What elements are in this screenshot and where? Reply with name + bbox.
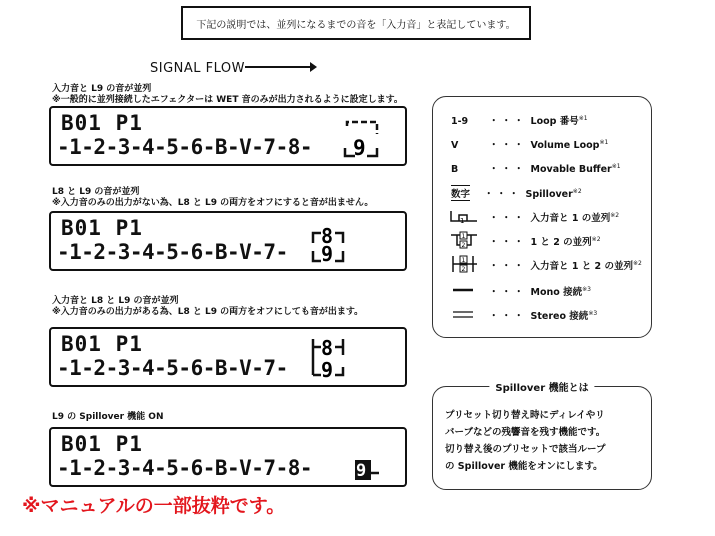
legend-box	[432, 96, 652, 338]
legend-row-parallel-input-1: ・・・ 入力音と 1 の並列$^{※2}$	[489, 211, 620, 224]
svg-text:8: 8	[321, 224, 334, 248]
legend-row-mono: ・・・ Mono 接続$^{※3}$	[489, 285, 591, 298]
parallel-1-2-icon	[449, 231, 479, 249]
top-note-box	[181, 6, 531, 40]
svg-text:1: 1	[461, 233, 466, 240]
lcd3-line2: -1-2-3-4-5-6-B-V-7-	[57, 356, 288, 380]
lcd4-line2: -1-2-3-4-5-6-B-V-7-8-	[57, 456, 313, 480]
lcd2-line1: B01 P1	[61, 216, 143, 240]
legend-row-parallel-1-2: ・・・ 1 と 2 の並列$^{※2}$	[489, 235, 601, 248]
parallel-input-1-icon	[449, 207, 479, 225]
spillover-9-icon	[353, 459, 381, 481]
legend-row-loop-number: 1-9 ・・・ Loop 番号$^{※1}$	[451, 114, 588, 127]
parallel-input-9-icon	[341, 118, 385, 162]
svg-text:1: 1	[461, 257, 466, 264]
lcd4-line1: B01 P1	[61, 432, 143, 456]
svg-text:9: 9	[321, 358, 334, 382]
legend-row-parallel-input-1-2: ・・・ 入力音と 1 と 2 の並列$^{※2}$	[489, 259, 642, 272]
parallel-input-8-9-icon	[307, 331, 357, 383]
lcd1-line2: -1-2-3-4-5-6-B-V-7-8-	[57, 135, 313, 159]
panel1-caption: 入力音と L9 の音が並列 ※一般的に並列接続したエフェクターは WET 音のみが出力されるように設定します。	[52, 84, 403, 105]
legend-row-stereo: ・・・ Stereo 接続$^{※3}$	[489, 309, 598, 322]
svg-text:9: 9	[353, 136, 366, 160]
spillover-body: プリセット切り替え時にディレイやリ バーブなどの残響音を残す機能です。 切り替え後のプリセットで該当ループ の Spillover 機能をオンにします。	[445, 410, 606, 472]
svg-text:8: 8	[321, 336, 334, 360]
panel3-caption: 入力音と L8 と L9 の音が並列 ※入力音のみの出力がある為、L8 と L9 の両方をオフにしても音が出ます。	[52, 296, 364, 317]
svg-text:9: 9	[321, 242, 334, 266]
panel2-caption: L8 と L9 の音が並列 ※入力音のみの出力がない為、L8 と L9 の両方をオフにすると音が出ません。	[52, 187, 374, 208]
spillover-info-box	[432, 383, 652, 490]
lcd3-line1: B01 P1	[61, 332, 143, 356]
legend-row-movable-buffer: B ・・・ Movable Buffer$^{※1}$	[451, 162, 621, 175]
parallel-8-9-icon	[307, 221, 357, 267]
parallel-input-1-2-icon	[449, 255, 479, 273]
lcd2-line2: -1-2-3-4-5-6-B-V-7-	[57, 240, 288, 264]
stereo-line-icon	[449, 305, 479, 323]
mono-line-icon	[449, 281, 479, 299]
svg-text:1: 1	[460, 217, 465, 225]
lcd-display-1	[49, 106, 407, 166]
signal-flow-arrow-icon	[245, 66, 315, 68]
footer-note: ※マニュアルの一部抜粋です。	[22, 495, 286, 517]
lcd1-line1: B01 P1	[61, 111, 143, 135]
signal-flow-label: SIGNAL FLOW	[150, 61, 245, 76]
svg-text:2: 2	[461, 242, 466, 249]
lcd-display-3	[49, 327, 407, 387]
spillover-title: Spillover 機能とは	[489, 379, 594, 394]
legend-row-volume-loop: V ・・・ Volume Loop$^{※1}$	[451, 138, 609, 151]
lcd-display-2	[49, 211, 407, 271]
legend-row-spillover: 数字 ・・・ Spillover$^{※2}$	[451, 185, 582, 201]
svg-text:9: 9	[356, 461, 367, 481]
svg-text:2: 2	[461, 266, 466, 273]
top-note-text: 下記の説明では、並列になるまでの音を「入力音」と表記しています。	[196, 19, 516, 31]
lcd-display-4	[49, 427, 407, 487]
panel4-caption: L9 の Spillover 機能 ON	[52, 412, 164, 422]
